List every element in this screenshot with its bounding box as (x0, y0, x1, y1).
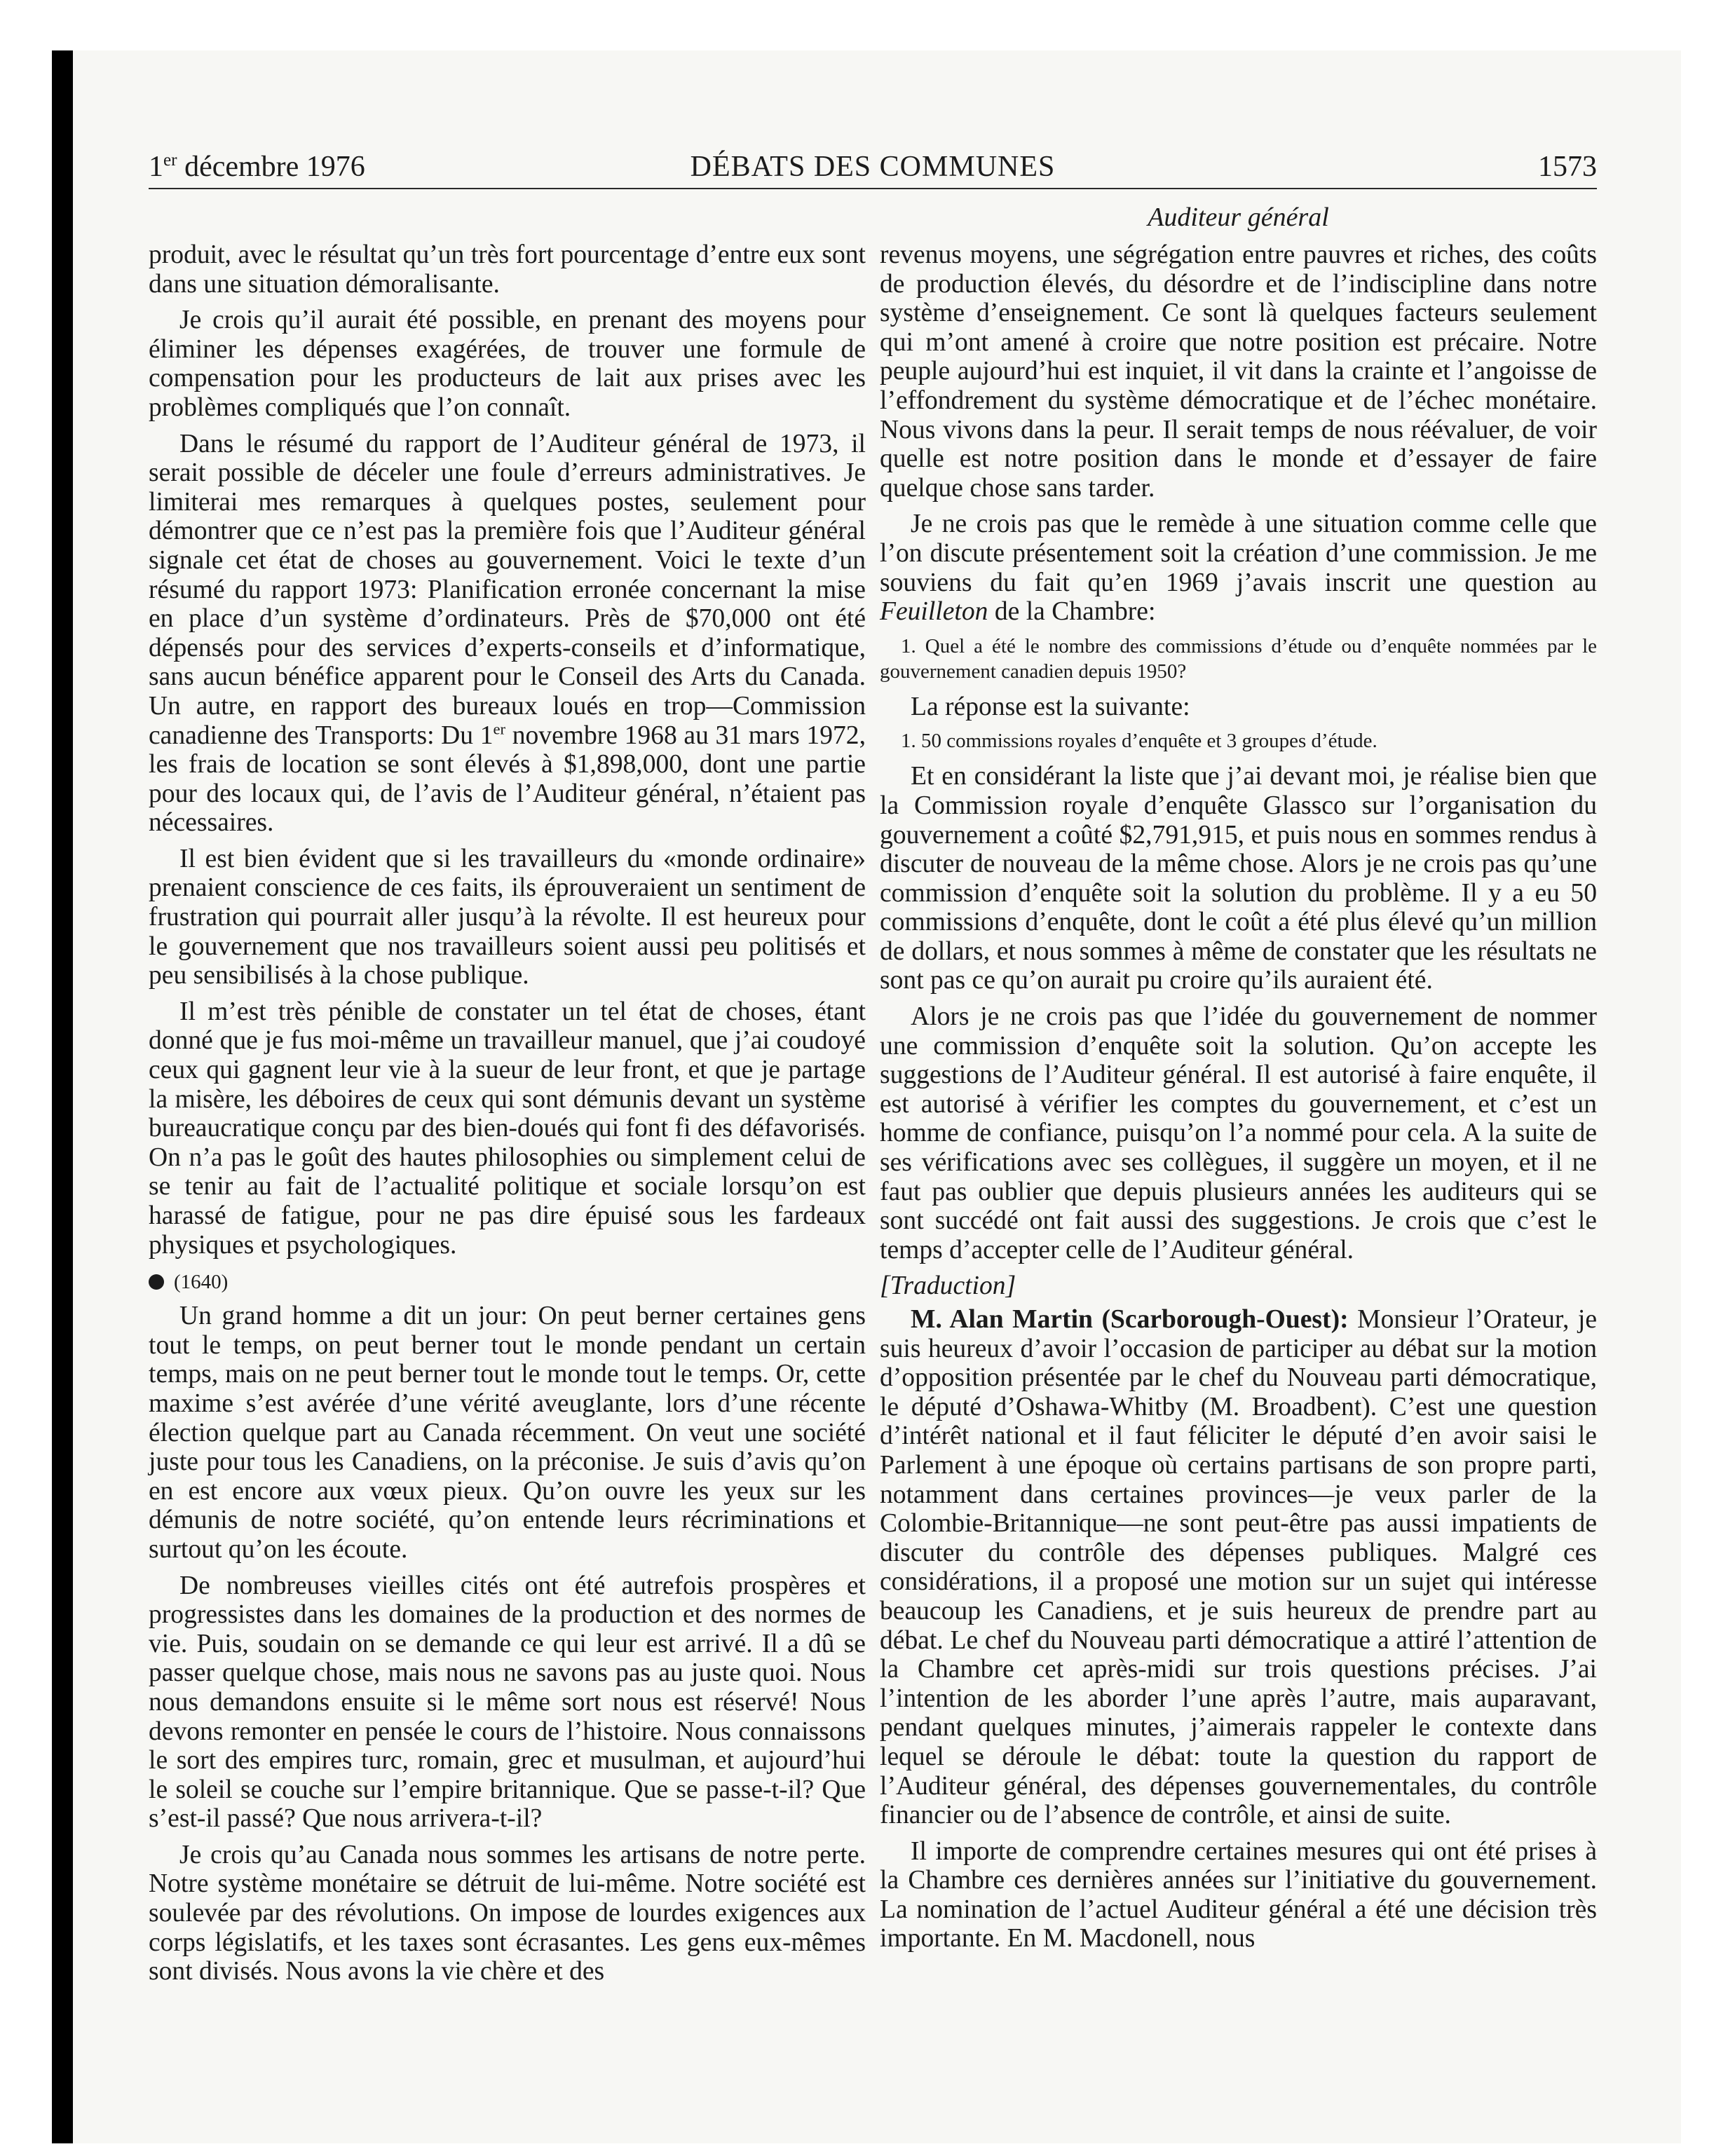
paragraph: La réponse est la suivante: (911, 692, 1190, 721)
paragraph: M. Alan Martin (Scarborough-Ouest): Monsieur l’Orateur, je suis heureux d’avoir l’occasion de participer au débat sur la motion d’opposition présentée par le chef du Nouveau parti démocratique, le député d’Oshawa-Whitby (M. Broadbent). C’est une question d’intérêt national et il faut féliciter le député d’en avoir saisi le Parlement à une époque où certains partisans de son propre parti, notamment dans certaines provinces—je veux parler de la Colombie-Britannique—ne sont peut-être pas aussi impatients de discuter du contrôle des dépenses publiques. Malgré ces considérations, il a proposé une motion sur un sujet qui intéresse beaucoup les Canadiens, et je suis heureux de prendre part au débat. Le chef du Nouveau parti démocratique a attiré l’attention de la Chambre cet après-midi sur trois questions précises. J’ai l’intention de les aborder l’une après l’autre, mais auparavant, pendant quelques minutes, j’aimerais rappeler le contexte dans lequel se déroule le débat: toute la question du rapport de l’Auditeur général, des dépenses gouvernementales, du contrôle financier ou de l’absence de contrôle, et ainsi de suite. (880, 1305, 1598, 1830)
paragraph: Il m’est très pénible de constater un tel état de choses, étant donné que je fus moi-même un travailleur manuel, que j’ai coudoyé ceux qui gagnent leur vie à la sueur de leur front, et que je partage la misère, les déboires de ceux qui sont démunis devant un système bureaucratique conçu par des bien-doués qui font fi des défavorisés. On n’a pas le goût des hautes philosophies ou simplement celui de se tenir au fait de l’actualité politique et sociale lorsqu’on est harassé de fatigue, pour ne pas dire épuisé sous les fardeaux physiques et psychologiques. (149, 997, 866, 1260)
paragraph: revenus moyens, une ségrégation entre pauvres et riches, des coûts de production élevés, du désordre et de l’indiscipline dans notre système d’enseignement. Ce sont là quelques facteurs seulement qui m’ont amené à croire que notre position est précaire. Notre peuple aujourd’hui est inquiet, il vit dans la crainte et l’angoisse de l’effondrement du système démocratique et de l’échec monétaire. Nous vivons dans la peur. Il serait temps de nous réévaluer, de voir quelle est notre position dans le monde et d’essayer de faire quelque chose sans tarder. (880, 240, 1597, 503)
paragraph: Je ne crois pas que le remède à une situation comme celle que l’on discute présentement soit la création d’une commission. Je me souviens du fait qu’en 1969 j’avais inscrit une question au Feuilleton de la Chambre: (880, 510, 1597, 627)
header-rule (149, 188, 1597, 189)
quoted-question: 1. Quel a été le nombre des commissions d’étude ou d’enquête nommées par le gouvernement canadien depuis 1950? (880, 634, 1597, 683)
paragraph: Il est bien évident que si les travailleurs du «monde ordinaire» prenaient conscience de ces faits, ils éprouveraient un sentiment de frustration qui pourrait aller jusqu’à la révolte. Il est heureux pour le gouvernement que nos travailleurs soient aussi peu politisés et peu sensibilisés à la chose publique. (149, 844, 866, 990)
right-column (880, 240, 1597, 1960)
header-page-number: 1573 (1538, 151, 1597, 183)
translation-note: [Traduction] (880, 1271, 1016, 1301)
paragraph: Et en considérant la liste que j’ai devant moi, je réalise bien que la Commission royale d’enquête Glassco sur l’organisation du gouvernement a coûté $2,791,915, et puis nous en sommes rendus à discuter de nouveau de la même chose. Alors je ne crois pas qu’une commission d’enquête soit la solution du problème. Il y a eu 50 commissions d’enquête, dont le coût a été plus élevé qu’un million de dollars, et nous sommes à même de constater que les résultats ne sont pas ce qu’on aurait pu croire qu’ils auraient été. (880, 762, 1597, 995)
section-title: Auditeur général (1148, 203, 1329, 232)
header-date: 1er décembre 1976 (149, 151, 365, 183)
paragraph: Je crois qu’au Canada nous sommes les artisans de notre perte. Notre système monétaire se détruit de lui-même. Notre société est soulevée par des révolutions. On impose de lourdes exigences aux corps législatifs, et les taxes sont écrasantes. Les gens eux-mêmes sont divisés. Nous avons la vie chère et des (149, 1840, 866, 1986)
paragraph: Alors je ne crois pas que l’idée du gouvernement de nommer une commission d’enquête soit la solution. Qu’on accepte les suggestions de l’Auditeur général. Il est autorisé à faire enquête, il est autorisé à vérifier les comptes du gouvernement, et c’est un homme de confiance, puisqu’on l’a nommé pour cela. A la suite de ses vérifications avec ses collègues, il suggère un moyen, et il ne faut pas oublier que depuis plusieurs années les auditeurs qui se sont succédé ont fait aussi des suggestions. Je crois que c’est le temps d’accepter celle de l’Auditeur général. (880, 1002, 1597, 1264)
paragraph: Un grand homme a dit un jour: On peut berner certaines gens tout le temps, on peut berner tout le monde pendant un certain temps, mais on ne peut berner tout le monde tout le temps. Or, cette maxime s’est avérée d’une vérité aveuglante, lors d’une récente élection quelque part au Canada récemment. On veut une société juste pour tous les Canadiens, on la préconise. Je suis d’avis qu’on en est encore aux vœux pieux. Qu’on ouvre les yeux sur les démunis de notre société, qu’on entende leurs récriminations et surtout qu’on les écoute. (149, 1302, 866, 1564)
paragraph: Dans le résumé du rapport de l’Auditeur général de 1973, il serait possible de déceler une foule d’erreurs administratives. Je limiterai mes remarques à quelques postes, seulement pour démontrer que ce n’est pas la première fois que l’Auditeur général signale cet état de choses au gouvernement. Voici le texte d’un résumé du rapport 1973: Planification erronée concernant la mise en place d’un système d’ordinateurs. Près de $70,000 ont été dépensés pour des services d’experts-conseils et d’informatique, sans aucun bénéfice apparent pour le Conseil des Arts du Canada. Un autre, en rapport des bureaux loués en trop—Commission canadienne des Transports: Du 1er novembre 1968 au 31 mars 1972, les frais de location se sont élevés à $1,898,000, dont une partie pour des locaux qui, de l’avis de l’Auditeur général, n’étaient pas nécessaires. (149, 429, 866, 838)
left-column (149, 240, 866, 1993)
running-header (149, 146, 1597, 188)
speaker-name: M. Alan Martin (Scarborough-Ouest): (911, 1305, 1349, 1334)
time-marker: (1640) (149, 1267, 866, 1297)
paragraph: Il importe de comprendre certaines mesures qui ont été prises à la Chambre ces dernières années sur l’initiative du gouvernement. La nomination de l’actuel Auditeur général a été une décision très importante. En M. Macdonell, nous (880, 1836, 1597, 1953)
paragraph: Je crois qu’il aurait été possible, en prenant des moyens pour éliminer les dépenses exagérées, de trouver une formule de compensation pour les producteurs de lait aux prises avec les problèmes compliqués que l’on connaît. (149, 306, 866, 422)
header-publication-title: DÉBATS DES COMMUNES (690, 151, 1056, 183)
paragraph: De nombreuses vieilles cités ont été autrefois prospères et progressistes dans les domaines de la production et des normes de vie. Puis, soudain on se demande ce qui leur est arrivé. Il a dû se passer quelque chose, mais nous ne savons pas au juste quoi. Nous nous demandons ensuite si le même sort nous est réservé! Nous devons remonter en pensée le cours de l’histoire. Nous connaissons le sort des empires turc, romain, grec et musulman, et aujourd’hui le soleil se couche sur l’empire britannique. Que se passe-t-il? Que s’est-il passé? Que nous arrivera-t-il? (149, 1571, 866, 1834)
bullet-icon (149, 1274, 164, 1290)
quoted-answer: 1. 50 commissions royales d’enquête et 3 groupes d’étude. (901, 730, 1377, 753)
scan-border (52, 50, 73, 2143)
paragraph: produit, avec le résultat qu’un très fort pourcentage d’entre eux sont dans une situation démoralisante. (149, 240, 866, 299)
